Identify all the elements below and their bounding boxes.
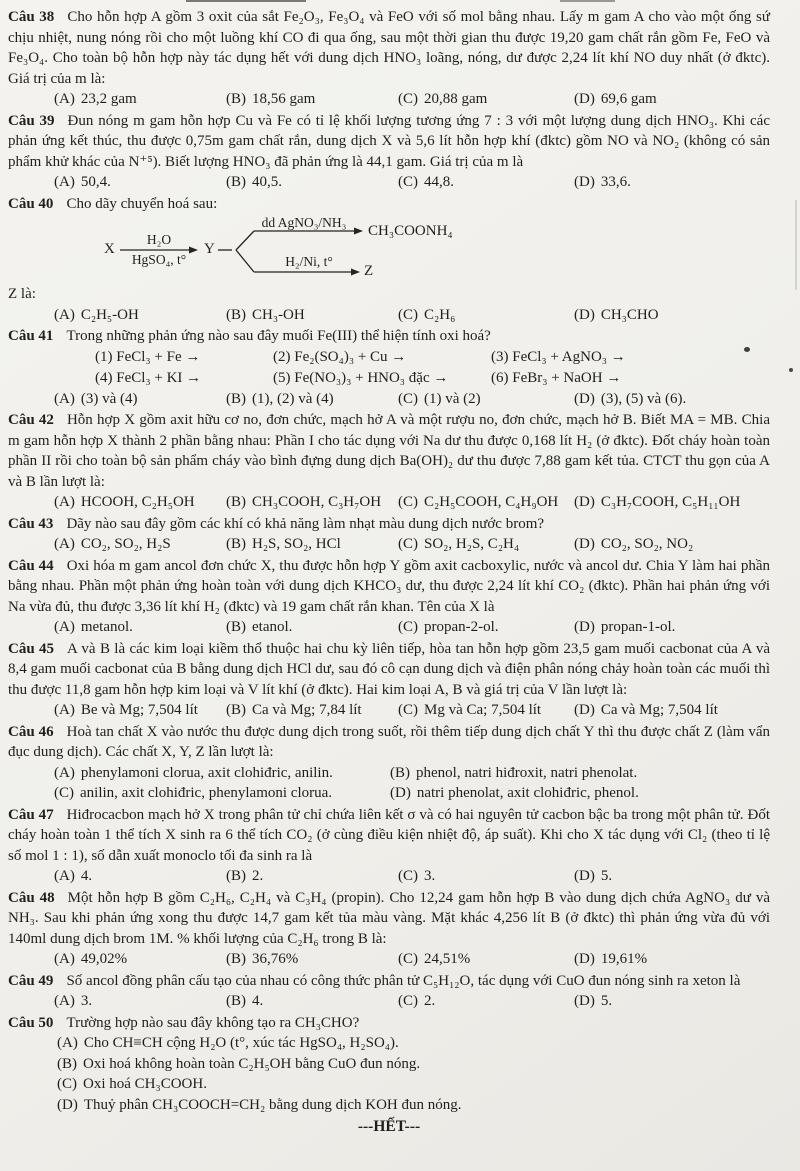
- question-number: Câu 48: [8, 889, 55, 906]
- option-label: (A): [54, 494, 75, 510]
- option-text: 69,6 gam: [600, 91, 657, 107]
- option-label: (D): [574, 174, 595, 190]
- option-label: (D): [574, 619, 595, 635]
- option-label: (C): [398, 306, 418, 323]
- option-D: [390, 783, 770, 804]
- question-number: Câu 50: [8, 1014, 54, 1031]
- option-label: (D): [574, 868, 595, 884]
- option-label: (B): [226, 951, 246, 967]
- option-label: (D): [390, 785, 411, 801]
- option-text: (1) và (2): [424, 390, 481, 407]
- option-A: [54, 305, 226, 326]
- option-A: [54, 866, 226, 887]
- option-C: [57, 1074, 770, 1095]
- option-A: [54, 534, 226, 555]
- question-42: [8, 410, 770, 513]
- options-row: [8, 617, 770, 638]
- scan-artifact: [795, 200, 797, 290]
- question-body: [8, 1013, 770, 1034]
- question-38: [8, 7, 770, 110]
- option-text: Ca và Mg; 7,84 lít: [252, 702, 362, 718]
- diagram-branch2-product: Z: [364, 263, 374, 279]
- option-text: 5.: [600, 993, 613, 1009]
- option-label: (C): [398, 702, 418, 718]
- question-49: [8, 971, 770, 1012]
- option-label: (C): [54, 785, 74, 801]
- option-label: (B): [57, 1055, 77, 1072]
- option-label: (B): [226, 306, 246, 323]
- option-C: [398, 492, 574, 513]
- options-row: [8, 949, 770, 970]
- option-text: Thuỷ phân CH₃COOCH=CH₂ bằng dung dịch KOH đun nóng.: [83, 1096, 462, 1113]
- options-row: [8, 991, 770, 1012]
- options-row: [8, 492, 770, 513]
- option-text: 44,8.: [424, 174, 454, 190]
- option-label: (C): [398, 494, 418, 510]
- option-label: (B): [226, 619, 246, 635]
- question-text: Cho hỗn hợp A gồm 3 oxit của sắt Fe₂O₃, Fe₃O₄ và FeO với số mol bằng nhau. Lấy m gam A cho vào một ống sứ chịu nhiệt, nung nóng rồi cho một luồng khí CO đi qua ống, sau một thời gian thu được 19,20 gam chất rắn gồm Fe, FeO và Fe₃O₄. Cho toàn bộ hỗn hợp này tác dụng hết với dung dịch HNO₃ loãng, nóng, dư được 2,24 lít khí NO duy nhất (ở đktc). Giá trị của m là:: [8, 9, 770, 87]
- option-label: (A): [54, 174, 75, 190]
- question-number: Câu 44: [8, 557, 54, 574]
- option-B: [226, 617, 398, 638]
- option-text: 40,5.: [252, 174, 282, 190]
- option-A: [54, 700, 226, 721]
- diagram-branch2-label: H₂/Ni, t°: [285, 254, 333, 269]
- option-label: (B): [226, 868, 246, 884]
- scan-artifact: [744, 347, 750, 352]
- option-label: (D): [574, 494, 595, 510]
- question-39: [8, 111, 770, 193]
- option-text: phenylamoni clorua, axit clohiđric, anilin.: [80, 764, 333, 781]
- options-row: [8, 389, 770, 410]
- option-label: (D): [574, 91, 595, 107]
- option-C: [398, 949, 574, 970]
- option-B: [226, 305, 398, 326]
- option-D: [574, 305, 770, 326]
- option-label: (C): [398, 536, 418, 552]
- option-label: (A): [54, 868, 75, 884]
- option-label: (D): [574, 702, 595, 718]
- option-C: [398, 617, 574, 638]
- option-B: [226, 991, 398, 1012]
- option-label: (B): [226, 993, 246, 1009]
- option-text: (3) và (4): [80, 390, 138, 407]
- option-text: Be và Mg; 7,504 lít: [80, 702, 198, 718]
- options-row: [8, 763, 770, 804]
- option-text: 19,61%: [600, 951, 648, 967]
- option-A: [54, 389, 226, 410]
- question-body: [8, 7, 770, 89]
- diagram-condition-bottom: HgSO₄, t°: [131, 252, 187, 267]
- question-text: Hiđrocacbon mạch hở X trong phân tử chỉ chứa liên kết σ và có hai nguyên tử cacbon bậc ba trong một phân tử. Đốt cháy hoàn toàn 1 thể tích X sinh ra 6 thể tích CO₂ (ở cùng điều kiện nhiệt độ, áp suất). Khi cho X tác dụng với Cl₂ (theo tỉ lệ số mol 1 : 1), số dẫn xuất monoclo tối đa sinh ra là: [8, 806, 770, 864]
- option-label: (C): [398, 619, 418, 635]
- option-text: (1), (2) và (4): [252, 390, 334, 407]
- option-text: Mg và Ca; 7,504 lít: [424, 702, 542, 718]
- option-label: (A): [54, 702, 75, 718]
- question-text: Một hỗn hợp B gồm C₂H₆, C₂H₄ và C₃H₄ (propin). Cho 12,24 gam hỗn hợp B vào dung dịch chứa AgNO₃ dư và NH₃. Sau khi phản ứng xong thu được 14,7 gam kết tủa màu vàng. Mặt khác 4,256 lít B (ở đktc) thì phản ứng vừa đủ với 140ml dung dịch brom 1M. % khối lượng của C₂H₆ trong B là:: [8, 889, 770, 947]
- option-label: (A): [57, 1035, 78, 1051]
- option-label: (A): [54, 951, 75, 967]
- option-text: 4.: [80, 868, 93, 884]
- option-text: 3.: [424, 868, 436, 884]
- option-B: [226, 700, 398, 721]
- option-label: (D): [574, 390, 595, 407]
- option-D: [574, 389, 770, 410]
- option-text: 5.: [600, 868, 613, 884]
- option-label: (B): [226, 702, 246, 718]
- option-B: [226, 492, 398, 513]
- option-C: [398, 700, 574, 721]
- option-label: (A): [54, 536, 75, 552]
- question-body: [8, 194, 770, 215]
- question-number: Câu 39: [8, 112, 55, 129]
- option-D: [574, 617, 770, 638]
- option-text: 23,2 gam: [80, 91, 137, 107]
- option-text: H₂S, SO₂, HCl: [252, 536, 341, 552]
- question-text: Dãy nào sau đây gồm các khí có khả năng làm nhạt màu dung dịch nước brom?: [66, 515, 545, 532]
- reaction-item: (6) FeBr₃ + NaOH →: [491, 369, 622, 386]
- question-50: [8, 1013, 770, 1116]
- option-label: (A): [54, 91, 75, 107]
- option-text: C₃H₇COOH, C₅H₁₁OH: [600, 494, 741, 510]
- question-body: [8, 326, 770, 347]
- option-D: [574, 991, 770, 1012]
- reaction-item: (3) FeCl₃ + AgNO₃ →: [491, 348, 626, 365]
- option-text: 36,76%: [252, 951, 299, 967]
- question-body: [8, 639, 770, 701]
- option-text: 20,88 gam: [424, 91, 488, 107]
- option-C: [398, 866, 574, 887]
- option-A: [54, 991, 226, 1012]
- reaction-scheme: [8, 216, 538, 282]
- option-B: [390, 763, 770, 784]
- option-text: CH₃-OH: [252, 306, 305, 323]
- question-body: [8, 514, 770, 535]
- question-text: Số ancol đồng phân cấu tạo của nhau có công thức phân tử C₅H₁₂O, tác dụng với CuO đun nóng sinh ra xeton là: [66, 972, 741, 989]
- option-label: (D): [57, 1096, 78, 1113]
- option-D: [574, 534, 770, 555]
- option-text: HCOOH, C₂H₅OH: [80, 494, 195, 510]
- option-text: Ca và Mg; 7,504 lít: [600, 702, 718, 718]
- option-D: [574, 89, 770, 110]
- option-label: (C): [398, 91, 418, 107]
- question-number: Câu 46: [8, 723, 54, 740]
- option-text: etanol.: [252, 619, 293, 635]
- option-label: (B): [226, 390, 246, 407]
- option-label: (C): [398, 174, 418, 190]
- option-C: [54, 783, 390, 804]
- option-label: (C): [398, 993, 418, 1009]
- option-C: [398, 389, 574, 410]
- diagram-reactant-x: X: [104, 241, 115, 257]
- option-text: 2.: [424, 993, 436, 1009]
- option-B: [226, 949, 398, 970]
- option-text: (3), (5) và (6).: [600, 390, 687, 407]
- option-A: [54, 492, 226, 513]
- option-text: anilin, axit clohiđric, phenylamoni clorua.: [80, 785, 333, 801]
- option-A: [54, 617, 226, 638]
- question-41: [8, 326, 770, 409]
- option-text: C₂H₅-OH: [80, 306, 139, 323]
- options-row: [8, 866, 770, 887]
- option-label: (D): [574, 951, 595, 967]
- reaction-item: (4) FeCl₃ + KI →: [95, 369, 202, 386]
- reaction-list: [8, 347, 770, 389]
- scan-artifact: [186, 0, 306, 2]
- option-text: 18,56 gam: [252, 91, 316, 107]
- option-label: (D): [574, 306, 595, 323]
- option-label: (A): [54, 390, 75, 407]
- option-D: [57, 1095, 770, 1116]
- option-label: (B): [226, 174, 246, 190]
- option-A: [54, 949, 226, 970]
- option-label: (C): [398, 951, 418, 967]
- question-number: Câu 43: [8, 515, 54, 532]
- option-text: C₂H₅COOH, C₄H₉OH: [424, 494, 559, 510]
- option-B: [226, 389, 398, 410]
- option-label: (C): [398, 390, 418, 407]
- option-text: 24,51%: [424, 951, 471, 967]
- option-label: (C): [57, 1076, 77, 1092]
- question-text: Cho dãy chuyển hoá sau:: [66, 195, 218, 212]
- options-row: [8, 700, 770, 721]
- question-number: Câu 42: [8, 412, 54, 428]
- question-body: [8, 556, 770, 618]
- options-row: [8, 534, 770, 555]
- option-text: 49,02%: [80, 951, 128, 967]
- option-B: [226, 534, 398, 555]
- question-number: Câu 38: [8, 9, 55, 25]
- option-D: [574, 949, 770, 970]
- option-label: (A): [54, 764, 75, 781]
- option-A: [57, 1033, 770, 1054]
- option-label: (D): [574, 993, 595, 1009]
- question-subtext: Z là:: [8, 286, 36, 302]
- reaction-item: (1) FeCl₃ + Fe →: [95, 348, 201, 365]
- question-40: [8, 194, 770, 326]
- option-B: [57, 1054, 770, 1075]
- reaction-item: (2) Fe₂(SO₄)₃ + Cu →: [273, 348, 407, 365]
- option-D: [574, 172, 770, 193]
- option-text: 50,4.: [80, 174, 111, 190]
- options-row: [8, 1033, 770, 1115]
- question-number: Câu 49: [8, 972, 54, 989]
- scan-artifact: [789, 368, 793, 372]
- question-47: [8, 805, 770, 887]
- option-text: CO₂, SO₂, H₂S: [80, 536, 171, 552]
- option-label: (B): [226, 494, 246, 510]
- option-text: SO₂, H₂S, C₂H₄: [424, 536, 520, 552]
- option-C: [398, 89, 574, 110]
- option-text: propan-2-ol.: [424, 619, 499, 635]
- question-text: Trong những phản ứng nào sau đây muối Fe(III) thể hiện tính oxi hoá?: [66, 328, 491, 344]
- question-body: [8, 722, 770, 763]
- option-text: CH₃COOH, C₃H₇OH: [252, 494, 382, 510]
- question-body: [8, 888, 770, 950]
- option-A: [54, 172, 226, 193]
- option-label: (A): [54, 993, 75, 1009]
- option-C: [398, 991, 574, 1012]
- option-label: (D): [574, 536, 595, 552]
- option-B: [226, 89, 398, 110]
- question-44: [8, 556, 770, 638]
- option-A: [54, 763, 390, 784]
- option-text: propan-1-ol.: [600, 619, 676, 635]
- question-43: [8, 514, 770, 555]
- question-number: Câu 41: [8, 328, 54, 344]
- question-45: [8, 639, 770, 721]
- diagram-condition-top: H₂O: [146, 232, 172, 247]
- option-text: natri phenolat, axit clohiđric, phenol.: [416, 785, 639, 801]
- option-text: 2.: [252, 868, 264, 884]
- option-B: [226, 172, 398, 193]
- option-label: (A): [54, 306, 75, 323]
- option-D: [574, 866, 770, 887]
- option-text: CH₃CHO: [600, 306, 659, 323]
- option-C: [398, 305, 574, 326]
- option-text: metanol.: [80, 619, 133, 635]
- option-label: (B): [226, 91, 246, 107]
- option-D: [574, 492, 770, 513]
- question-number: Câu 40: [8, 195, 54, 212]
- option-C: [398, 172, 574, 193]
- option-text: 33,6.: [600, 174, 631, 190]
- question-text: Đun nóng m gam hỗn hợp Cu và Fe có tỉ lệ khối lượng tương ứng 7 : 3 với một lượng dung dịch HNO₃. Khi các phản ứng kết thúc, thu được 0,75m gam chất rắn, dung dịch X và 5,6 lít hỗn hợp khí (đktc) gồm NO và NO₂ (không có sản phẩm khử khác của N⁺⁵). Biết lượng HNO₃ đã phản ứng là 44,1 gam. Giá trị của m là: [8, 112, 770, 170]
- option-label: (B): [390, 764, 410, 781]
- question-text: Hoà tan chất X vào nước thu được dung dịch trong suốt, rồi thêm tiếp dung dịch chất Y thì thu được chất Z (làm vẩn đục dung dịch). Các chất X, Y, Z lần lượt là:: [8, 723, 770, 760]
- options-row: [8, 172, 770, 193]
- option-text: Cho CH≡CH cộng H₂O (t°, xúc tác HgSO₄, H₂SO₄).: [83, 1035, 399, 1051]
- end-marker: ---HẾT---: [357, 1118, 421, 1135]
- question-text: Oxi hóa m gam ancol đơn chức X, thu được hỗn hợp Y gồm axit cacboxylic, nước và ancol dư. Chia Y làm hai phần bằng nhau. Phần một phản ứng hoàn toàn với dung dịch KHCO₃ dư, thu được 2,24 lít khí CO₂ (đktc). Phần hai phản ứng với Na vừa đủ, thu được 3,36 lít khí H₂ (đktc) và 19 gam chất rắn khan. Tên của X là: [8, 557, 770, 615]
- question-text: A và B là các kim loại kiềm thổ thuộc hai chu kỳ liên tiếp, hòa tan hỗn hợp gồm 23,5 gam muối cacbonat của A và 8,4 gam muối cacbonat của B bằng dung dịch HCl dư, sau đó cô cạn dung dịch và điện phân nóng chảy hoàn toàn các muối thì thu được 11,8 gam hỗn hợp kim loại và V lít khí (ở đktc). Hai kim loại A, B và giá trị của V lần lượt là:: [8, 640, 770, 698]
- question-body: [8, 971, 770, 992]
- reaction-item: (5) Fe(NO₃)₃ + HNO₃ đặc →: [273, 369, 449, 386]
- option-label: (A): [54, 619, 75, 635]
- option-text: 4.: [252, 993, 264, 1009]
- option-text: 3.: [80, 993, 93, 1009]
- diagram-branch1-product: CH₃COONH₄: [368, 223, 453, 239]
- option-text: C₂H₆: [424, 306, 456, 323]
- option-text: Oxi hoá CH₃COOH.: [83, 1076, 207, 1092]
- question-number: Câu 47: [8, 806, 54, 823]
- question-46: [8, 722, 770, 804]
- options-row: [8, 305, 770, 326]
- question-body: [8, 805, 770, 867]
- option-text: phenol, natri hiđroxit, natri phenolat.: [416, 764, 638, 781]
- option-label: (B): [226, 536, 246, 552]
- option-D: [574, 700, 770, 721]
- option-A: [54, 89, 226, 110]
- option-text: Oxi hoá không hoàn toàn C₂H₅OH bằng CuO đun nóng.: [83, 1055, 421, 1072]
- diagram-intermediate-y: Y: [204, 241, 215, 257]
- option-label: (C): [398, 868, 418, 884]
- question-number: Câu 45: [8, 640, 55, 657]
- scan-artifact: [560, 0, 615, 2]
- question-text: Trường hợp nào sau đây không tạo ra CH₃CHO?: [66, 1014, 360, 1031]
- option-text: CO₂, SO₂, NO₂: [600, 536, 694, 552]
- question-body: [8, 410, 770, 492]
- option-C: [398, 534, 574, 555]
- question-text: Hỗn hợp X gồm axit hữu cơ no, đơn chức, mạch hở A và một rượu no, đơn chức, mạch hở B. Biết MA = MB. Chia m gam hỗn hợp X thành 2 phần bằng nhau: Phần I cho tác dụng với Na dư thu được 0,168 lít H₂ (ở đktc). Đốt cháy hoàn toàn phần II rồi cho toàn bộ sản phẩm cháy vào bình đựng dung dịch Ba(OH)₂ dư thu được 7,88 gam kết tủa. CTCT thu gọn của A và B lần lượt là:: [8, 412, 770, 490]
- question-body: [8, 111, 770, 173]
- question-list: [8, 7, 770, 1115]
- diagram-branch1-label: dd AgNO₃/NH₃: [261, 215, 347, 230]
- question-48: [8, 888, 770, 970]
- option-B: [226, 866, 398, 887]
- options-row: [8, 89, 770, 110]
